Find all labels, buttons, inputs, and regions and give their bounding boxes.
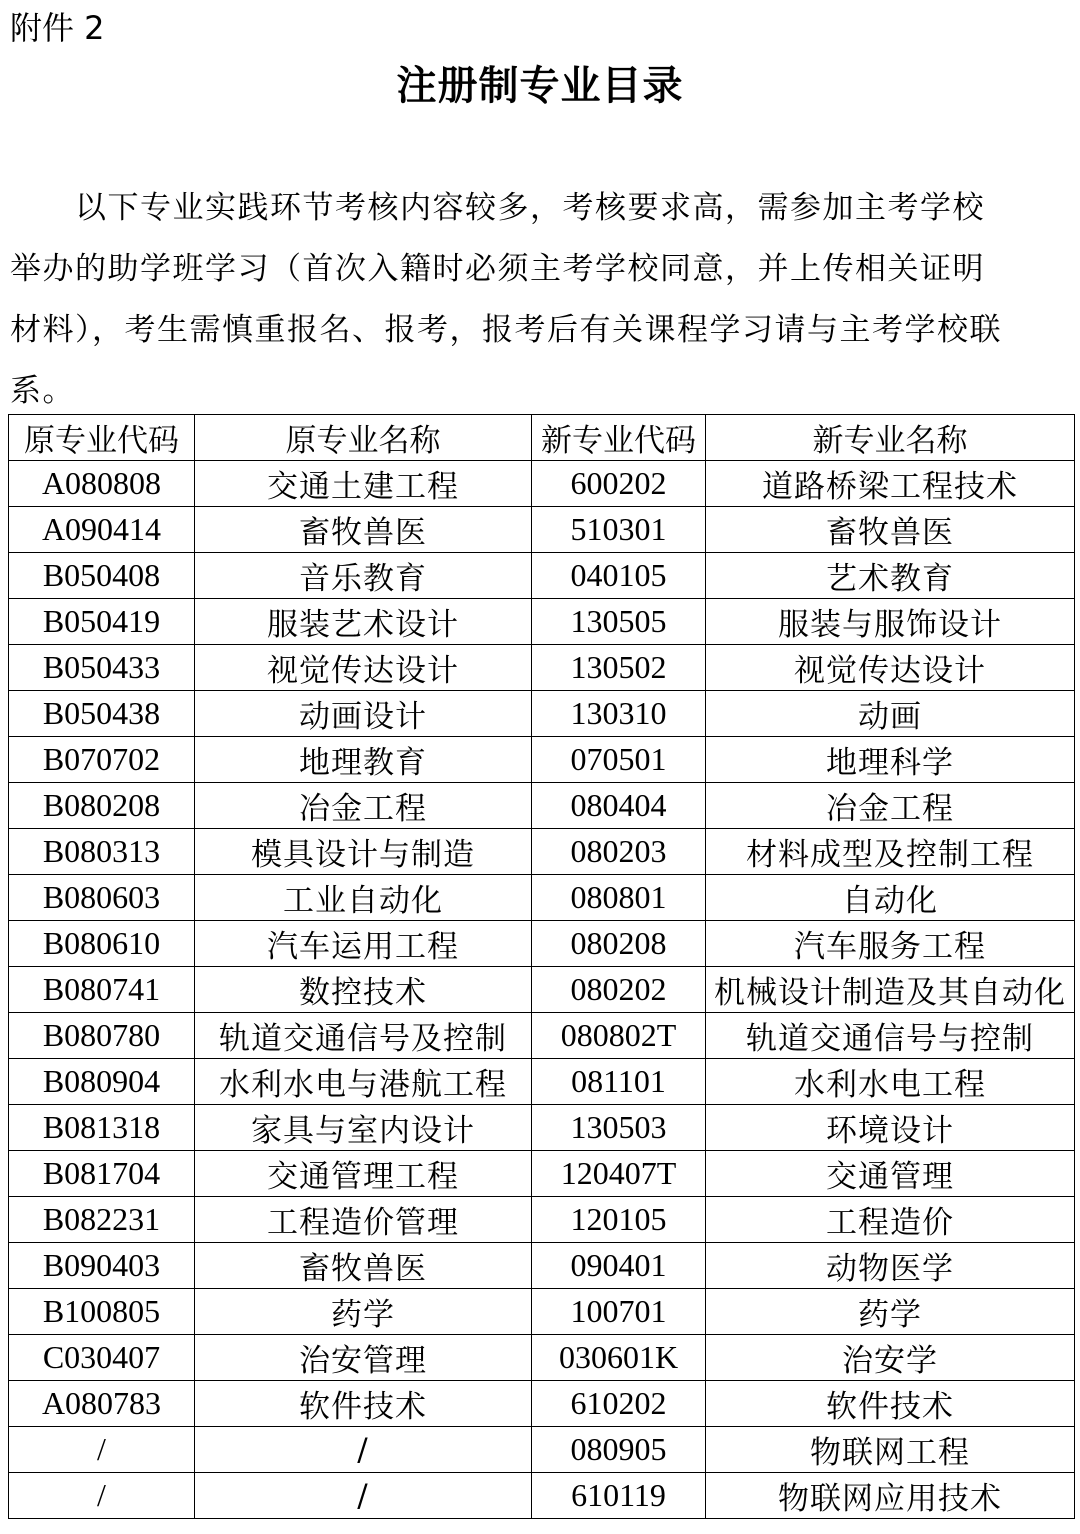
new-name-cell: 轨道交通信号与控制 — [706, 1013, 1075, 1059]
new-code-cell: 120105 — [532, 1197, 706, 1243]
old-code-cell: B081318 — [9, 1105, 195, 1151]
new-code-cell: 080905 — [532, 1427, 706, 1473]
old-name-cell: 轨道交通信号及控制 — [195, 1013, 532, 1059]
table-row — [9, 691, 1075, 737]
page-title: 注册制专业目录 — [396, 63, 684, 109]
table-row — [9, 599, 1075, 645]
intro-paragraph: 以下专业实践环节考核内容较多，考核要求高，需参加主考学校举办的助学班学习（首次入籍时必须主考学校同意，并上传相关证明材料），考生需慎重报名、报考，报考后有关课程学习请与主考学校联系。 — [10, 190, 1002, 409]
new-name-cell: 机械设计制造及其自动化 — [706, 967, 1075, 1013]
table-row — [9, 461, 1075, 507]
old-code-cell: B080780 — [9, 1013, 195, 1059]
old-name-cell: 水利水电与港航工程 — [195, 1059, 532, 1105]
new-code-cell: 080802T — [532, 1013, 706, 1059]
new-code-cell: 120407T — [532, 1151, 706, 1197]
new-code-cell: 610202 — [532, 1381, 706, 1427]
old-code-cell: B080741 — [9, 967, 195, 1013]
table-row — [9, 1243, 1075, 1289]
table-row — [9, 875, 1075, 921]
new-code-cell: 610119 — [532, 1473, 706, 1519]
old-name-cell: 模具设计与制造 — [195, 829, 532, 875]
old-name-cell: 视觉传达设计 — [195, 645, 532, 691]
header-new-code: 新专业代码 — [532, 415, 706, 461]
old-name-cell: 软件技术 — [195, 1381, 532, 1427]
new-name-cell: 视觉传达设计 — [706, 645, 1075, 691]
new-name-cell: 软件技术 — [706, 1381, 1075, 1427]
old-name-cell: 治安管理 — [195, 1335, 532, 1381]
new-code-cell: 030601K — [532, 1335, 706, 1381]
new-code-cell: 130502 — [532, 645, 706, 691]
new-name-cell: 服装与服饰设计 — [706, 599, 1075, 645]
new-name-cell: 药学 — [706, 1289, 1075, 1335]
new-code-cell: 040105 — [532, 553, 706, 599]
table-row — [9, 1427, 1075, 1473]
new-code-cell: 080404 — [532, 783, 706, 829]
old-code-cell: A080783 — [9, 1381, 195, 1427]
new-name-cell: 自动化 — [706, 875, 1075, 921]
table-row — [9, 553, 1075, 599]
table-header-row — [9, 415, 1075, 461]
old-name-cell: 汽车运用工程 — [195, 921, 532, 967]
table-row — [9, 829, 1075, 875]
table-row — [9, 921, 1075, 967]
header-new-name: 新专业名称 — [706, 415, 1075, 461]
new-name-cell: 动画 — [706, 691, 1075, 737]
old-name-cell: 交通管理工程 — [195, 1151, 532, 1197]
table-row — [9, 507, 1075, 553]
old-code-cell: B080610 — [9, 921, 195, 967]
old-code-cell: B081704 — [9, 1151, 195, 1197]
old-name-cell: 冶金工程 — [195, 783, 532, 829]
old-code-cell: / — [9, 1473, 195, 1519]
table-row — [9, 783, 1075, 829]
table-row — [9, 645, 1075, 691]
new-code-cell: 080203 — [532, 829, 706, 875]
old-code-cell: B050433 — [9, 645, 195, 691]
old-name-cell: 交通土建工程 — [195, 461, 532, 507]
new-code-cell: 130503 — [532, 1105, 706, 1151]
old-code-cell: B050408 — [9, 553, 195, 599]
new-name-cell: 汽车服务工程 — [706, 921, 1075, 967]
old-code-cell: B050438 — [9, 691, 195, 737]
old-code-cell: B080313 — [9, 829, 195, 875]
old-name-cell: 工程造价管理 — [195, 1197, 532, 1243]
new-name-cell: 治安学 — [706, 1335, 1075, 1381]
new-name-cell: 物联网应用技术 — [706, 1473, 1075, 1519]
old-code-cell: B090403 — [9, 1243, 195, 1289]
new-name-cell: 物联网工程 — [706, 1427, 1075, 1473]
new-code-cell: 070501 — [532, 737, 706, 783]
new-code-cell: 600202 — [532, 461, 706, 507]
new-name-cell: 畜牧兽医 — [706, 507, 1075, 553]
old-code-cell: B080904 — [9, 1059, 195, 1105]
new-code-cell: 080801 — [532, 875, 706, 921]
table-row — [9, 1013, 1075, 1059]
new-name-cell: 地理科学 — [706, 737, 1075, 783]
header-old-code: 原专业代码 — [9, 415, 195, 461]
old-name-cell: / — [195, 1473, 532, 1519]
old-code-cell: / — [9, 1427, 195, 1473]
major-catalog-table — [8, 414, 1075, 1519]
old-code-cell: B100805 — [9, 1289, 195, 1335]
old-code-cell: B070702 — [9, 737, 195, 783]
old-name-cell: 服装艺术设计 — [195, 599, 532, 645]
new-name-cell: 动物医学 — [706, 1243, 1075, 1289]
new-name-cell: 工程造价 — [706, 1197, 1075, 1243]
table-row — [9, 1059, 1075, 1105]
new-code-cell: 090401 — [532, 1243, 706, 1289]
table-row — [9, 1197, 1075, 1243]
table-row — [9, 967, 1075, 1013]
table-row — [9, 1105, 1075, 1151]
new-name-cell: 艺术教育 — [706, 553, 1075, 599]
new-code-cell: 081101 — [532, 1059, 706, 1105]
new-code-cell: 130310 — [532, 691, 706, 737]
attachment-label: 附件 2 — [10, 9, 105, 47]
old-name-cell: 畜牧兽医 — [195, 1243, 532, 1289]
header-old-name: 原专业名称 — [195, 415, 532, 461]
new-code-cell: 080202 — [532, 967, 706, 1013]
old-name-cell: 畜牧兽医 — [195, 507, 532, 553]
old-code-cell: B080208 — [9, 783, 195, 829]
table-row — [9, 1381, 1075, 1427]
old-name-cell: 家具与室内设计 — [195, 1105, 532, 1151]
table-row — [9, 1473, 1075, 1519]
old-name-cell: 音乐教育 — [195, 553, 532, 599]
table-row — [9, 1151, 1075, 1197]
new-code-cell: 510301 — [532, 507, 706, 553]
old-name-cell: 数控技术 — [195, 967, 532, 1013]
new-name-cell: 冶金工程 — [706, 783, 1075, 829]
new-code-cell: 100701 — [532, 1289, 706, 1335]
table-row — [9, 737, 1075, 783]
old-name-cell: 动画设计 — [195, 691, 532, 737]
old-name-cell: 药学 — [195, 1289, 532, 1335]
new-name-cell: 水利水电工程 — [706, 1059, 1075, 1105]
old-code-cell: B080603 — [9, 875, 195, 921]
new-code-cell: 080208 — [532, 921, 706, 967]
old-name-cell: 地理教育 — [195, 737, 532, 783]
old-name-cell: / — [195, 1427, 532, 1473]
new-name-cell: 道路桥梁工程技术 — [706, 461, 1075, 507]
new-code-cell: 130505 — [532, 599, 706, 645]
table-row — [9, 1289, 1075, 1335]
old-code-cell: C030407 — [9, 1335, 195, 1381]
table-row — [9, 1335, 1075, 1381]
new-name-cell: 材料成型及控制工程 — [706, 829, 1075, 875]
new-name-cell: 环境设计 — [706, 1105, 1075, 1151]
old-code-cell: A090414 — [9, 507, 195, 553]
new-name-cell: 交通管理 — [706, 1151, 1075, 1197]
old-code-cell: A080808 — [9, 461, 195, 507]
old-code-cell: B050419 — [9, 599, 195, 645]
old-code-cell: B082231 — [9, 1197, 195, 1243]
old-name-cell: 工业自动化 — [195, 875, 532, 921]
